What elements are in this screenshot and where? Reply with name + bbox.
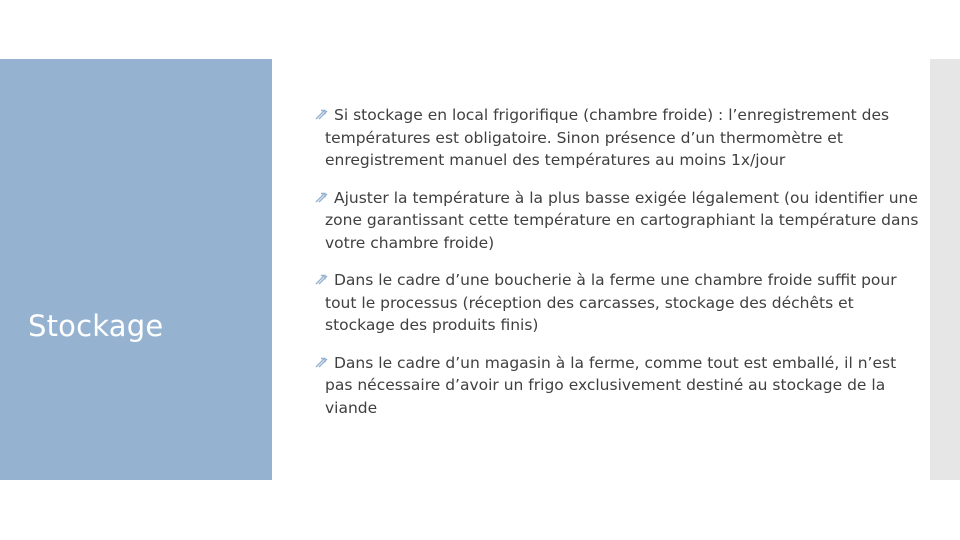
bullet-item — [325, 104, 920, 172]
right-accent-strip — [930, 59, 960, 480]
arrow-bullet-icon — [315, 108, 332, 120]
bullet-text: Si stockage en local frigorifique (chambre froide) : l’enregistrement des températures est obligatoire. Sinon présence d’un thermomètre et enregistrement manuel des températures au moins 1x/jour — [325, 106, 890, 169]
bullet-text: Dans le cadre d’une boucherie à la ferme une chambre froide suffit pour tout le processus (réception des carcasses, stockage des déchêts et stockage des produits finis) — [325, 271, 897, 334]
arrow-bullet-icon — [315, 191, 332, 203]
title-panel — [0, 59, 272, 480]
bullet-text: Ajuster la température à la plus basse exigée légalement (ou identifier une zone garantissant cette température en cartographiant la température dans votre chambre froide) — [325, 188, 919, 252]
bullet-item — [325, 352, 920, 420]
bullet-list — [325, 104, 920, 434]
arrow-bullet-icon — [315, 356, 332, 368]
slide-title: Stockage — [28, 309, 164, 343]
bullet-item — [325, 187, 920, 255]
bullet-item — [325, 269, 920, 337]
bullet-text: Dans le cadre d’un magasin à la ferme, comme tout est emballé, il n’est pas nécessaire d’avoir un frigo exclusivement destiné au stockage de la viande — [325, 353, 897, 417]
arrow-bullet-icon — [315, 273, 332, 285]
